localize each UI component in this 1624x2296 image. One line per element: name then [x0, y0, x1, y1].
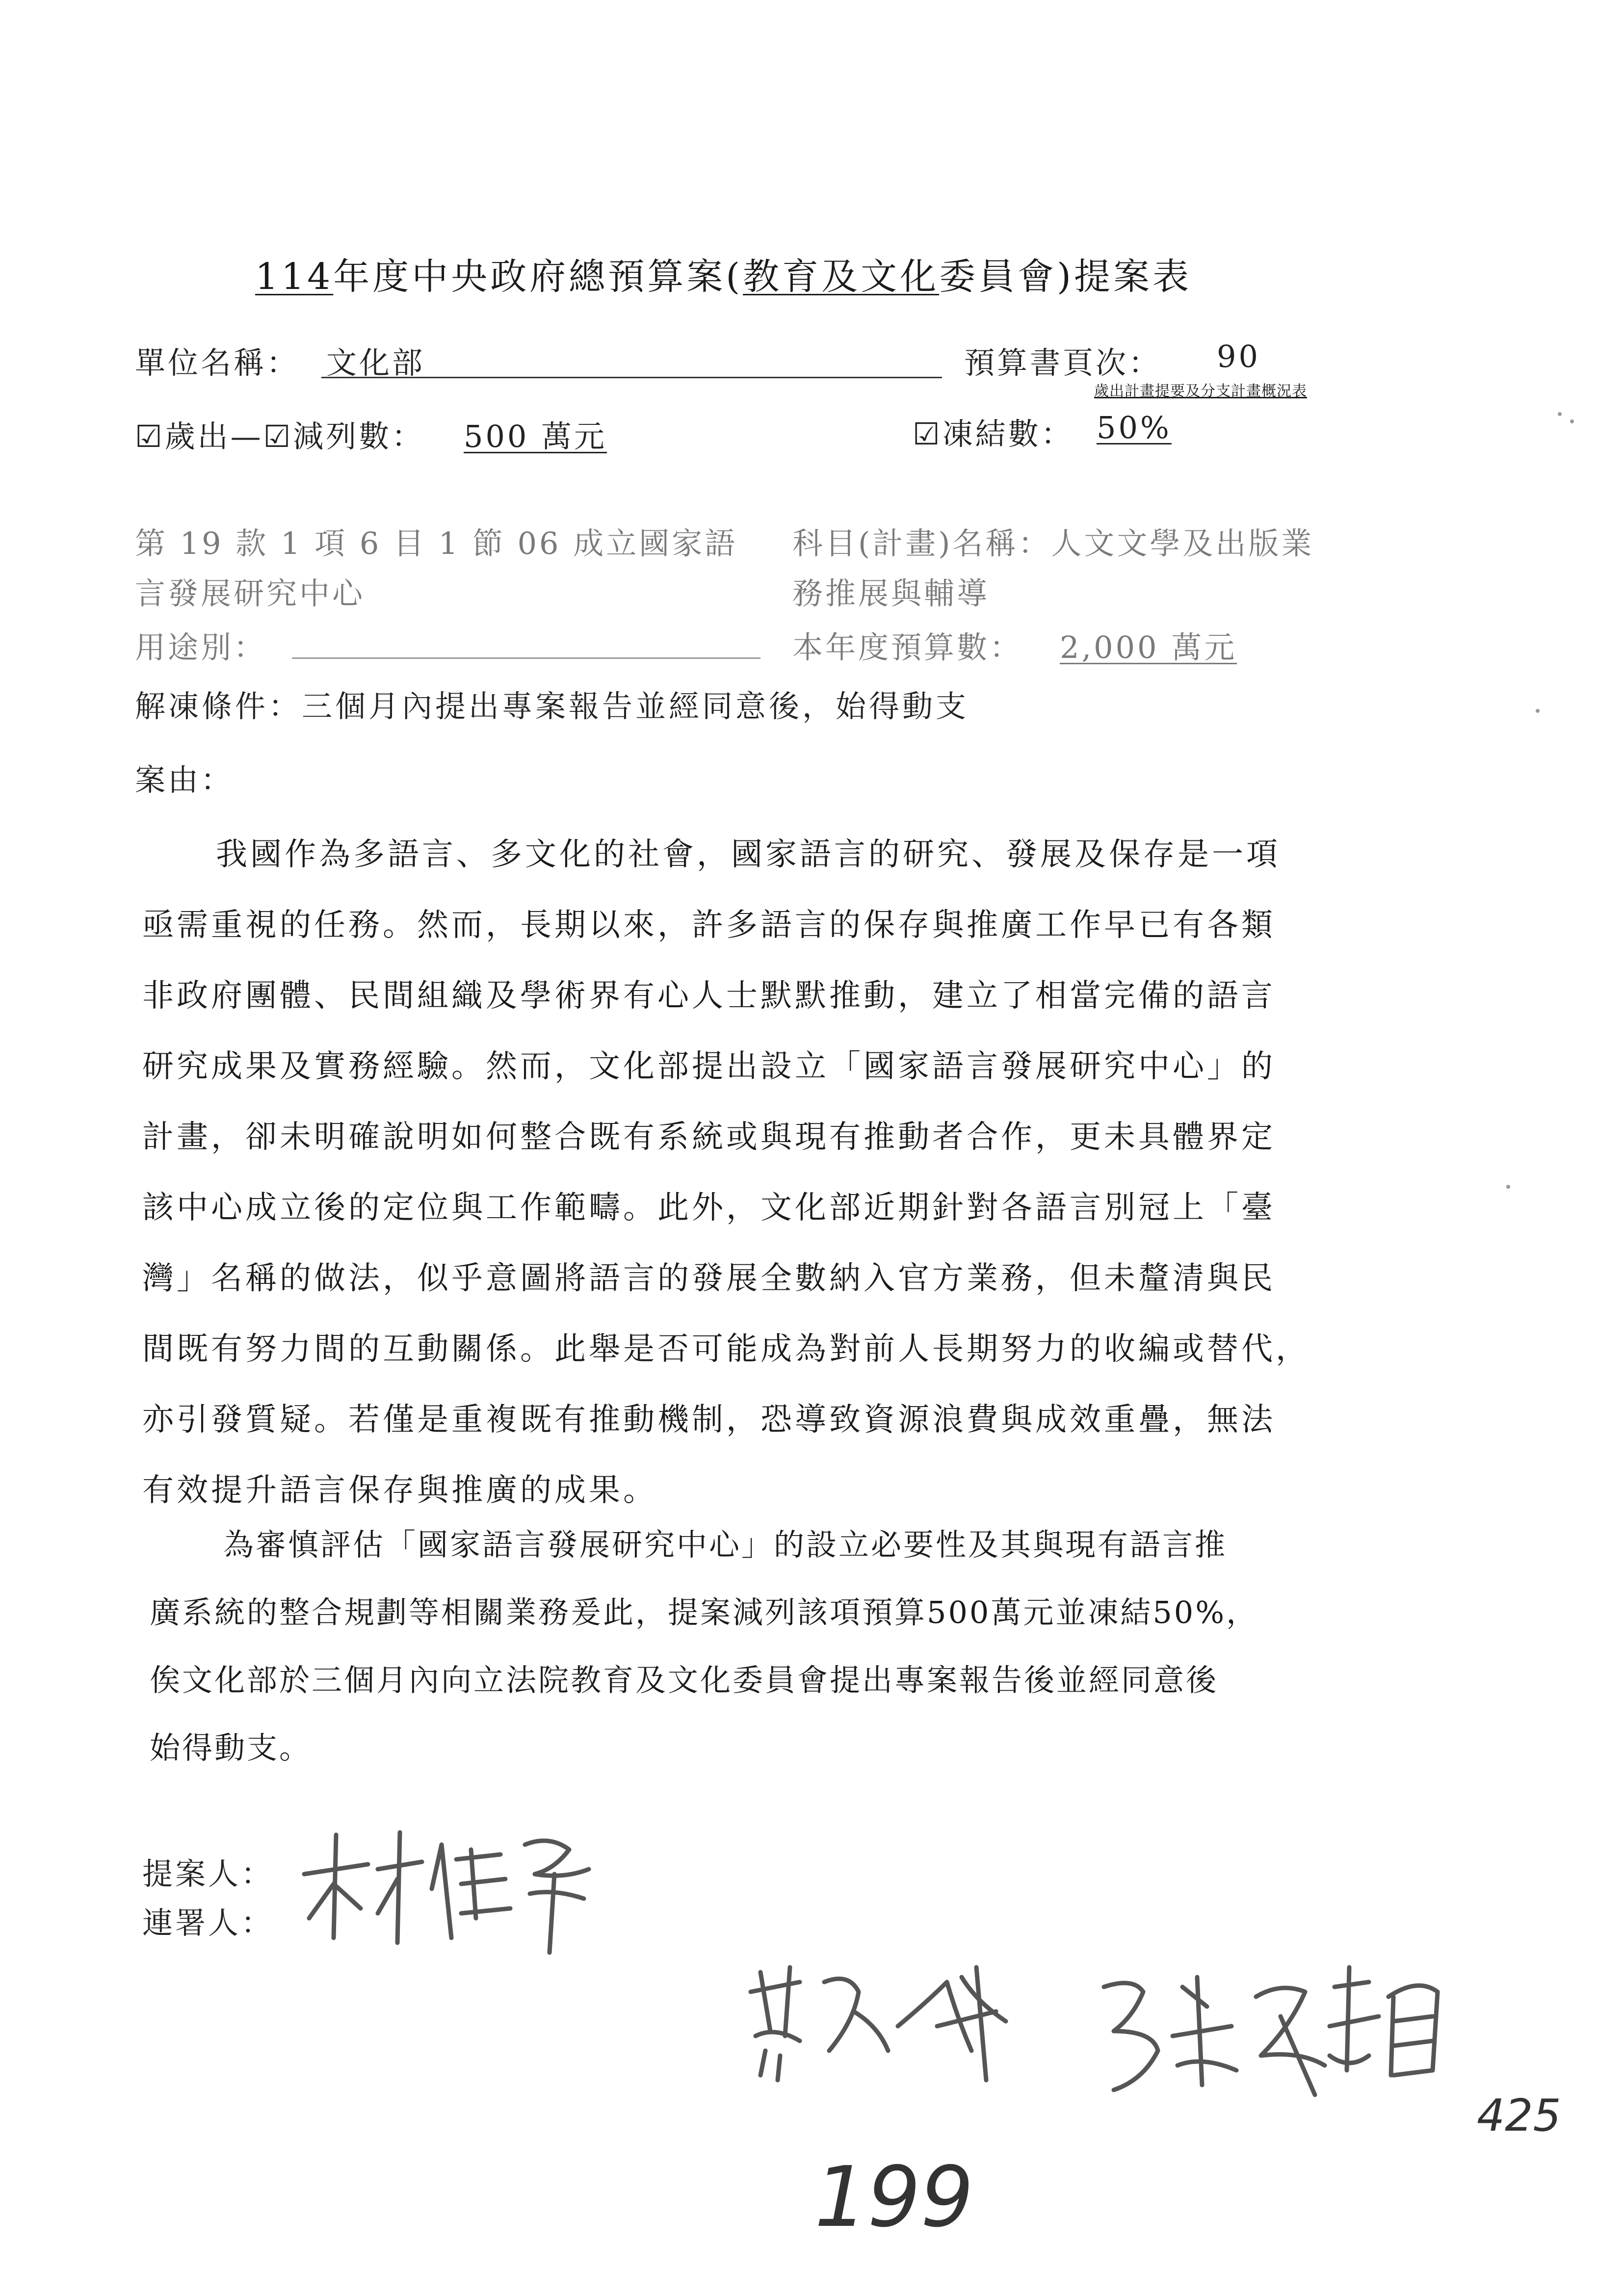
cosigner-label: 連署人：	[142, 1905, 274, 1941]
scan-speck	[1570, 419, 1574, 423]
scan-speck	[1536, 709, 1540, 713]
p1-line: 我國作為多語言、多文化的社會，國家語言的研究、發展及保存是一項	[216, 836, 1281, 873]
subject-line-2: 務推展與輔導	[792, 575, 990, 611]
freeze-value: 50%	[1097, 410, 1172, 445]
unit-label: 單位名稱：	[135, 345, 300, 381]
usage-label: 用途別：	[135, 629, 267, 665]
p1-line: 間既有努力間的互動關係。此舉是否可能成為對前人長期努力的收編或替代，	[142, 1331, 1310, 1367]
page-note: 歲出計畫提要及分支計畫概況表	[1094, 383, 1307, 400]
unit-value: 文化部	[326, 345, 425, 381]
budget-label: 本年度預算數：	[792, 629, 1023, 665]
expense-label: ☑歲出—☑減列數：	[135, 418, 425, 454]
p1-line: 該中心成立後的定位與工作範疇。此外，文化部近期針對各語言別冠上「臺	[142, 1190, 1276, 1226]
reason-paragraph-2	[150, 1511, 1258, 1782]
page-label: 預算書頁次：	[964, 345, 1162, 381]
proposer-label: 提案人：	[142, 1856, 274, 1892]
p1-line: 亟需重視的任務。然而，長期以來，許多語言的保存與推廣工作早已有各類	[142, 907, 1276, 943]
expense-value: 500 萬元	[464, 418, 607, 454]
p1-line: 亦引發質疑。若僅是重複既有推動機制，恐導致資源浪費與成效重疊，無法	[142, 1402, 1276, 1438]
handwritten-corner-number: 425	[1477, 2090, 1561, 2141]
proposer-signature	[294, 1815, 608, 1972]
p1-line: 研究成果及實務經驗。然而，文化部提出設立「國家語言發展研究中心」的	[142, 1048, 1276, 1085]
section-line-2: 言發展研究中心	[135, 575, 366, 611]
freeze-label: ☑凍結數：	[913, 416, 1074, 452]
page-value: 90	[1217, 339, 1260, 374]
p1-line: 有效提升語言保存與推廣的成果。	[142, 1472, 657, 1509]
scan-speck	[1558, 412, 1562, 416]
budget-value: 2,000 萬元	[1060, 629, 1237, 665]
unit-underline	[321, 377, 942, 378]
reason-paragraph-1	[142, 819, 1310, 1526]
section-line-1: 第 19 款 1 項 6 目 1 節 06 成立國家語	[135, 525, 738, 561]
usage-underline	[292, 657, 760, 659]
p2-line: 俟文化部於三個月內向立法院教育及文化委員會提出專案報告後並經同意後	[150, 1662, 1219, 1698]
p1-line: 計畫，卻未明確說明如何整合既有系統或與現有推動者合作，更未具體界定	[142, 1119, 1276, 1155]
p1-line: 灣」名稱的做法，似乎意圖將語言的發展全數納入官方業務，但未釐清與民	[142, 1260, 1276, 1297]
title-year: 114	[255, 256, 334, 298]
subject-line-1: 科目(計畫)名稱：人文文學及出版業	[792, 525, 1314, 561]
p1-line: 非政府團體、民間組織及學術界有心人士默默推動，建立了相當完備的語言	[142, 978, 1276, 1014]
title-committee: 教育及文化	[743, 256, 940, 298]
cosigner-signature-2	[1094, 1957, 1457, 2114]
p2-line: 廣系統的整合規劃等相關業務爰此，提案減列該項預算500萬元並凍結50%，	[150, 1594, 1259, 1630]
title-end: 委員會)提案表	[939, 256, 1192, 298]
cosigner-signature-1	[741, 1953, 1035, 2100]
scan-speck	[1506, 1185, 1510, 1189]
handwritten-page-number: 199	[814, 2149, 974, 2246]
p2-line: 為審慎評估「國家語言發展研究中心」的設立必要性及其與現有語言推	[223, 1527, 1228, 1563]
title-middle: 年度中央政府總預算案(	[333, 256, 743, 298]
document-title	[255, 248, 1192, 300]
reason-label: 案由：	[135, 762, 234, 798]
p2-line: 始得動支。	[150, 1730, 312, 1766]
unfreeze-condition: 解凍條件：三個月內提出專案報告並經同意後，始得動支	[135, 688, 969, 724]
